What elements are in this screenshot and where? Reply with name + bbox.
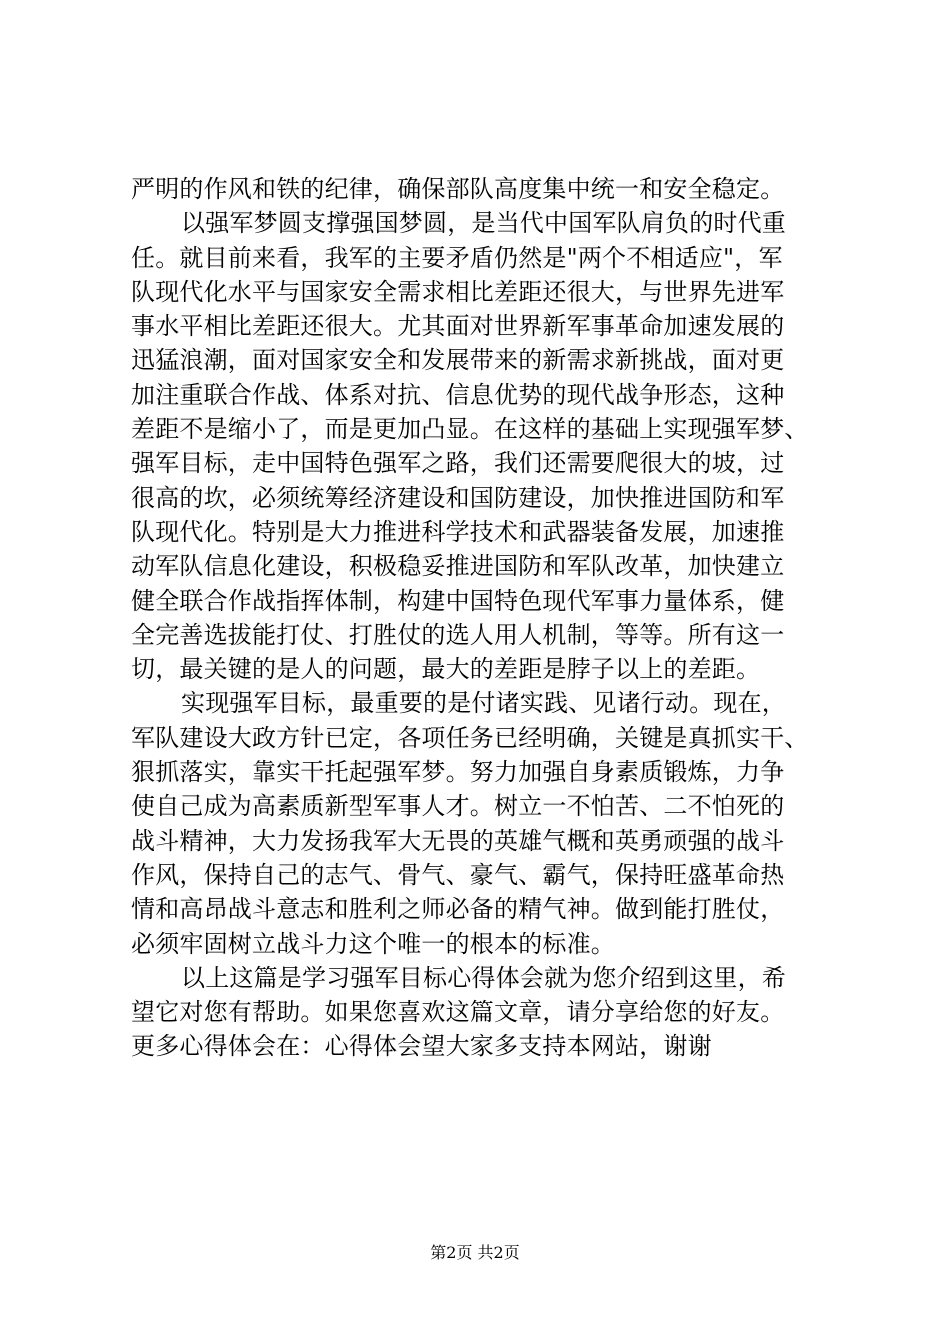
text-line: 动军队信息化建设，积极稳妥推进国防和军队改革，加快建立 — [131, 552, 785, 581]
text-line: 切，最关键的是人的问题，最大的差距是脖子以上的差距。 — [131, 655, 761, 684]
text-line: 加注重联合作战、体系对抗、信息优势的现代战争形态，这种 — [131, 380, 785, 409]
text-line: 战斗精神，大力发扬我军大无畏的英雄气概和英勇顽强的战斗 — [131, 826, 785, 855]
text-line: 健全联合作战指挥体制，构建中国特色现代军事力量体系，健 — [131, 586, 785, 615]
document-body — [131, 172, 831, 1064]
text-line: 必须牢固树立战斗力这个唯一的根本的标准。 — [131, 929, 615, 958]
paragraph-start-line: 实现强军目标，最重要的是付诸实践、见诸行动。现在， — [181, 689, 786, 718]
text-line: 严明的作风和铁的纪律，确保部队高度集中统一和安全稳定。 — [131, 175, 785, 203]
text-line: 狠抓落实，靠实干托起强军梦。努力加强自身素质锻炼，力争 — [131, 758, 785, 787]
text-line: 全完善选拔能打仗、打胜仗的选人用人机制，等等。所有这一 — [131, 620, 785, 649]
page-number-footer: 第2页 共2页 — [430, 1243, 520, 1262]
text-line: 差距不是缩小了，而是更加凸显。在这样的基础上实现强军梦、 — [131, 415, 809, 444]
text-line: 作风，保持自己的志气、骨气、豪气、霸气，保持旺盛革命热 — [131, 860, 785, 889]
text-line: 更多心得体会在：心得体会望大家多支持本网站，谢谢 — [131, 1032, 712, 1061]
text-line: 望它对您有帮助。如果您喜欢这篇文章，请分享给您的好友。 — [131, 998, 785, 1027]
text-line: 队现代化。特别是大力推进科学技术和武器装备发展，加速推 — [131, 517, 785, 546]
text-line: 事水平相比差距还很大。尤其面对世界新军事革命加速发展的 — [131, 312, 785, 341]
text-line: 迅猛浪潮，面对国家安全和发展带来的新需求新挑战，面对更 — [131, 346, 785, 375]
text-line: 很高的坎，必须统筹经济建设和国防建设，加快推进国防和军 — [131, 483, 785, 512]
text-line: 使自己成为高素质新型军事人才。树立一不怕苦、二不怕死的 — [131, 792, 785, 821]
text-line: 任。就目前来看，我军的主要矛盾仍然是"两个不相适应"，军 — [131, 243, 783, 272]
text-line: 情和高昂战斗意志和胜利之师必备的精气神。做到能打胜仗， — [131, 895, 785, 924]
text-line: 队现代化水平与国家安全需求相比差距还很大，与世界先进军 — [131, 277, 785, 306]
text-line: 强军目标，走中国特色强军之路，我们还需要爬很大的坡，过 — [131, 449, 785, 478]
paragraph-start-line: 以上这篇是学习强军目标心得体会就为您介绍到这里，希 — [181, 963, 786, 992]
paragraph-start-line: 以强军梦圆支撑强国梦圆，是当代中国军队肩负的时代重 — [181, 209, 786, 238]
text-line: 军队建设大政方针已定，各项任务已经明确，关键是真抓实干、 — [131, 723, 809, 752]
